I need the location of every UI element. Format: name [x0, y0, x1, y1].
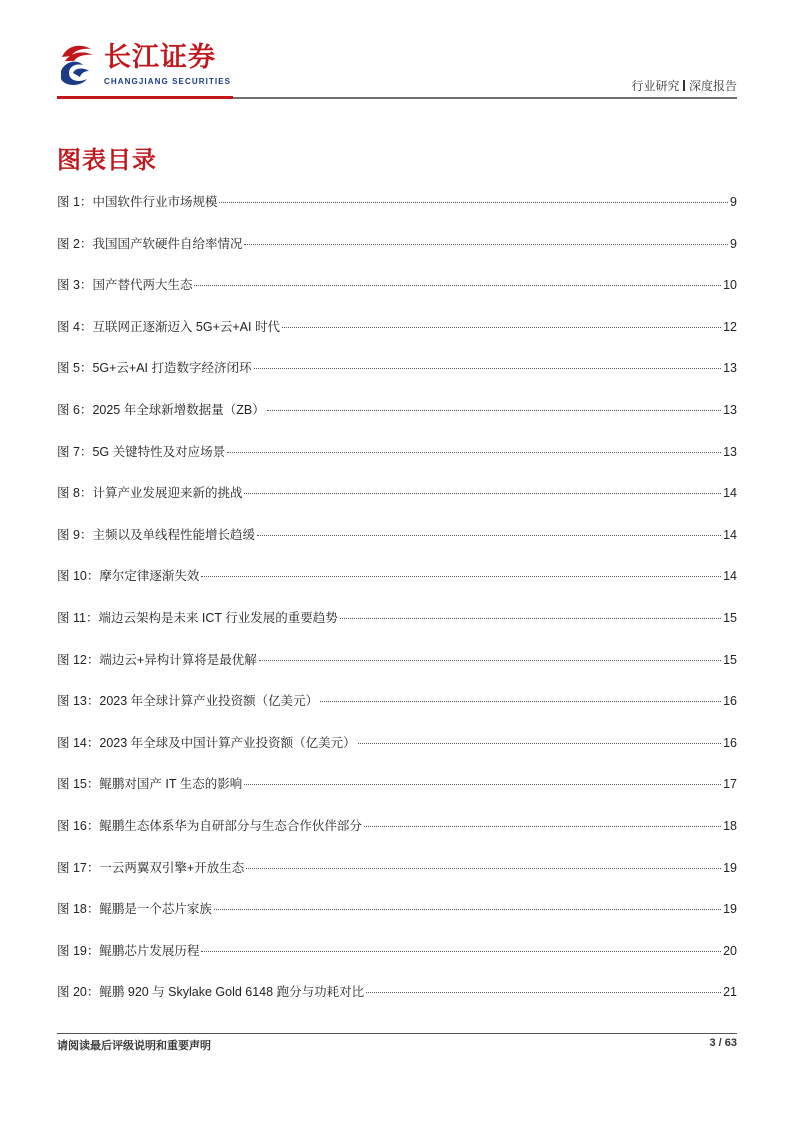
figure-label: 图 5： — [57, 361, 93, 376]
figure-label: 图 15： — [57, 777, 100, 792]
toc-entry[interactable] — [57, 275, 737, 317]
dot-leader — [340, 618, 721, 619]
figure-title: 端边云+异构计算将是最优解 — [99, 652, 257, 667]
toc-entry[interactable] — [57, 858, 737, 900]
figure-label: 图 6： — [57, 402, 93, 417]
dot-leader — [214, 909, 721, 910]
figure-label: 图 7： — [57, 444, 93, 459]
report-category — [631, 77, 737, 94]
figure-title: 2023 年全球及中国计算产业投资额（亿美元） — [99, 735, 356, 750]
figure-label: 图 12： — [57, 652, 100, 667]
dot-leader — [366, 992, 721, 993]
figure-page-number: 19 — [723, 860, 737, 875]
toc-entry[interactable] — [57, 234, 737, 276]
figure-title: 国产替代两大生态 — [92, 278, 193, 293]
figure-page-number: 13 — [723, 361, 737, 376]
figure-label: 图 14： — [57, 735, 100, 750]
figure-title: 一云两翼双引擎+开放生态 — [99, 860, 245, 875]
toc-entry[interactable] — [57, 608, 737, 650]
figure-page-number: 14 — [723, 486, 737, 501]
figure-title: 鲲鹏芯片发展历程 — [99, 943, 200, 958]
figure-label: 图 2： — [57, 236, 93, 251]
logo-chinese-name: 长江证券 — [104, 42, 216, 72]
toc-entry[interactable] — [57, 566, 737, 608]
toc-entry[interactable] — [57, 941, 737, 983]
dot-leader — [282, 327, 721, 328]
figure-title: 鲲鹏 920 与 Skylake Gold 6148 跑分与功耗对比 — [99, 985, 365, 1000]
figure-title: 鲲鹏是一个芯片家族 — [99, 902, 212, 917]
divider — [683, 80, 685, 91]
figure-title: 互联网正逐渐迈入 5G+云+AI 时代 — [92, 319, 280, 334]
figure-label: 图 8： — [57, 486, 93, 501]
figure-title: 5G+云+AI 打造数字经济闭环 — [92, 361, 252, 376]
footer-rule — [57, 1033, 737, 1034]
toc-entry[interactable] — [57, 733, 737, 775]
figure-page-number: 9 — [730, 236, 737, 251]
page-title: 图表目录 — [57, 147, 157, 174]
figure-title: 鲲鹏对国产 IT 生态的影响 — [99, 777, 243, 792]
figure-title: 2023 年全球计算产业投资额（亿美元） — [99, 694, 319, 709]
figure-page-number: 13 — [723, 444, 737, 459]
figure-title: 计算产业发展迎来新的挑战 — [92, 486, 243, 501]
dot-leader — [227, 452, 721, 453]
figure-title: 2025 年全球新增数据量（ZB） — [92, 402, 265, 417]
dot-leader — [320, 701, 721, 702]
figure-title: 鲲鹏生态体系华为自研部分与生态合作伙伴部分 — [99, 818, 362, 833]
toc-entry[interactable] — [57, 317, 737, 359]
figure-title: 5G 关键特性及对应场景 — [92, 444, 226, 459]
dot-leader — [246, 868, 721, 869]
dot-leader — [244, 493, 721, 494]
toc-entry[interactable] — [57, 400, 737, 442]
report-type-label: 深度报告 — [688, 79, 737, 93]
figure-page-number: 18 — [723, 818, 737, 833]
toc-entry[interactable] — [57, 774, 737, 816]
figure-label: 图 11： — [57, 610, 99, 625]
header-rule-gray — [233, 97, 737, 99]
logo-english-name: CHANGJIANG SECURITIES — [104, 77, 232, 86]
figure-page-number: 12 — [723, 319, 737, 334]
figure-page-number: 13 — [723, 402, 737, 417]
figure-label: 图 1： — [57, 195, 93, 209]
page-header — [57, 36, 737, 100]
figure-label: 图 3： — [57, 278, 93, 293]
figure-page-number: 15 — [723, 652, 737, 667]
dot-leader — [358, 743, 721, 744]
changjiang-logo-icon — [57, 41, 99, 89]
figure-title: 中国软件行业市场规模 — [92, 195, 218, 209]
toc-entry[interactable] — [57, 982, 737, 1024]
figure-page-number: 9 — [730, 195, 737, 209]
figure-page-number: 16 — [723, 735, 737, 750]
figure-label: 图 17： — [57, 860, 100, 875]
figure-title: 主频以及单线程性能增长趋缓 — [92, 527, 255, 542]
figure-page-number: 17 — [723, 777, 737, 792]
section-label: 行业研究 — [631, 79, 680, 93]
dot-leader — [259, 660, 721, 661]
figure-page-number: 15 — [723, 610, 737, 625]
toc-entry[interactable] — [57, 192, 737, 234]
figure-title: 我国国产软硬件自给率情况 — [92, 236, 243, 251]
toc-entry[interactable] — [57, 816, 737, 858]
toc-entry[interactable] — [57, 650, 737, 692]
toc-entry[interactable] — [57, 442, 737, 484]
figure-index-list — [57, 192, 737, 1024]
toc-entry[interactable] — [57, 525, 737, 567]
footer-disclaimer: 请阅读最后评级说明和重要声明 — [57, 1040, 211, 1052]
dot-leader — [201, 576, 721, 577]
dot-leader — [254, 368, 722, 369]
figure-page-number: 14 — [723, 569, 737, 584]
dot-leader — [364, 826, 721, 827]
dot-leader — [257, 535, 721, 536]
dot-leader — [244, 244, 728, 245]
figure-label: 图 20： — [57, 985, 100, 1000]
figure-page-number: 21 — [723, 985, 737, 1000]
figure-label: 图 16： — [57, 818, 100, 833]
dot-leader — [194, 285, 721, 286]
toc-entry[interactable] — [57, 899, 737, 941]
dot-leader — [267, 410, 721, 411]
toc-entry[interactable] — [57, 358, 737, 400]
figure-page-number: 20 — [723, 943, 737, 958]
dot-leader — [219, 202, 728, 203]
figure-page-number: 16 — [723, 694, 737, 709]
toc-entry[interactable] — [57, 483, 737, 525]
figure-label: 图 9： — [57, 527, 93, 542]
figure-page-number: 19 — [723, 902, 737, 917]
dot-leader — [201, 951, 721, 952]
figure-title: 端边云架构是未来 ICT 行业发展的重要趋势 — [98, 610, 338, 625]
page-number: 3 / 63 — [709, 1037, 737, 1049]
header-rule-red — [57, 96, 233, 99]
figure-page-number: 14 — [723, 527, 737, 542]
figure-label: 图 10： — [57, 569, 100, 584]
toc-entry[interactable] — [57, 691, 737, 733]
figure-label: 图 13： — [57, 694, 100, 709]
figure-title: 摩尔定律逐渐失效 — [99, 569, 200, 584]
figure-label: 图 18： — [57, 902, 100, 917]
figure-label: 图 19： — [57, 943, 100, 958]
figure-page-number: 10 — [723, 278, 737, 293]
figure-label: 图 4： — [57, 319, 93, 334]
dot-leader — [244, 784, 721, 785]
